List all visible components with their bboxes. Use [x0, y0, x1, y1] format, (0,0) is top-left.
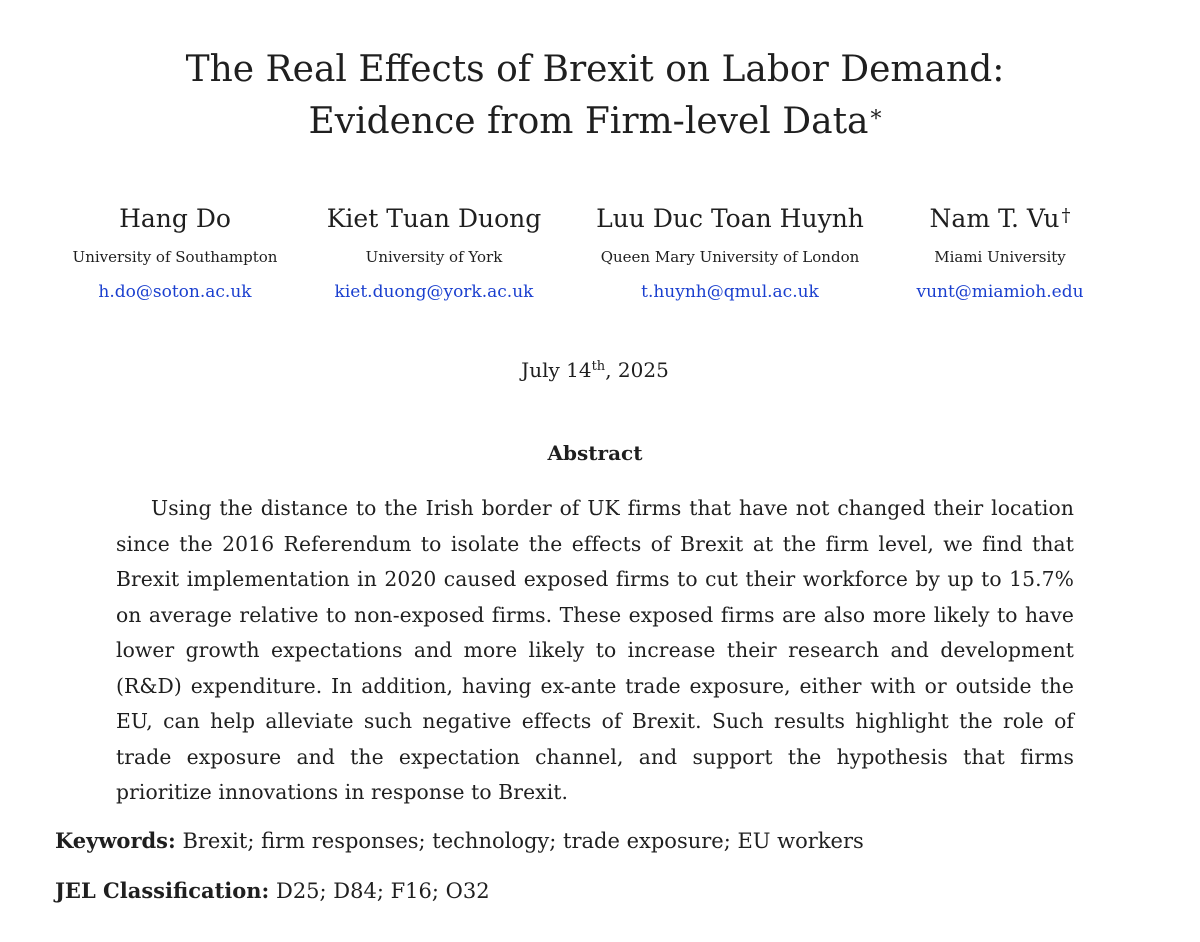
- abstract-text: Using the distance to the Irish border of UK firms that have not changed their location since the 2016 Referendum to isolate the effects of Brexit at the firm level, we find that Brexit implementation in 2020 caused exposed firms to cut their workforce by up to 15.7% on average relative to non-exposed firms. These exposed firms are also more likely to have lower growth expectations and more likely to increase their research and development (R&D) expenditure. In addition, having ex-ante trade exposure, either with or outside the EU, can help alleviate such negative effects of Brexit. Such results highlight the role of trade exposure and the expectation channel, and support the hypothesis that firms prioritize innovations in response to Brexit.: [116, 496, 1074, 804]
- author-email-link[interactable]: h.do@soton.ac.uk: [98, 282, 252, 302]
- author-email-link[interactable]: kiet.duong@york.ac.uk: [334, 282, 534, 302]
- author-name-text: Nam T. Vu: [929, 204, 1060, 233]
- author-affiliation: University of Southampton: [72, 248, 278, 266]
- author-email-link[interactable]: t.huynh@qmul.ac.uk: [641, 282, 819, 302]
- author-affiliation: Queen Mary University of London: [600, 248, 860, 266]
- title-line-2: Evidence from Firm-level Data: [308, 101, 869, 142]
- keywords-line: [55, 826, 864, 856]
- keywords-text: Brexit; firm responses; technology; trade exposure; EU workers: [175, 829, 864, 853]
- author-block-kiet-tuan-duong: [274, 202, 594, 304]
- author-name: [840, 202, 1160, 236]
- jel-codes: D25; D84; F16; O32: [269, 879, 490, 903]
- title-footnote-mark: *: [870, 107, 882, 132]
- date-month-day: July 14: [521, 358, 592, 382]
- author-block-nam-t-vu: [840, 202, 1160, 304]
- paper-date: [0, 355, 1190, 385]
- title-line-1: The Real Effects of Brexit on Labor Demand:: [185, 49, 1005, 90]
- date-year: , 2025: [605, 358, 669, 382]
- keywords-label: Keywords:: [55, 828, 176, 853]
- author-affiliation: University of York: [365, 248, 503, 266]
- jel-classification-line: [55, 876, 490, 906]
- author-name-text: Hang Do: [119, 204, 231, 233]
- author-name-text: Luu Duc Toan Huynh: [596, 204, 864, 233]
- author-name: [274, 202, 594, 236]
- jel-label: JEL Classification:: [55, 878, 270, 903]
- author-footnote-mark: †: [1061, 205, 1071, 226]
- paper-title: [0, 44, 1190, 148]
- author-name-text: Kiet Tuan Duong: [326, 204, 542, 233]
- author-email-link[interactable]: vunt@miamioh.edu: [916, 282, 1084, 302]
- date-ordinal-suffix: th: [591, 359, 606, 374]
- abstract-heading: Abstract: [547, 441, 643, 465]
- author-affiliation: Miami University: [934, 248, 1066, 266]
